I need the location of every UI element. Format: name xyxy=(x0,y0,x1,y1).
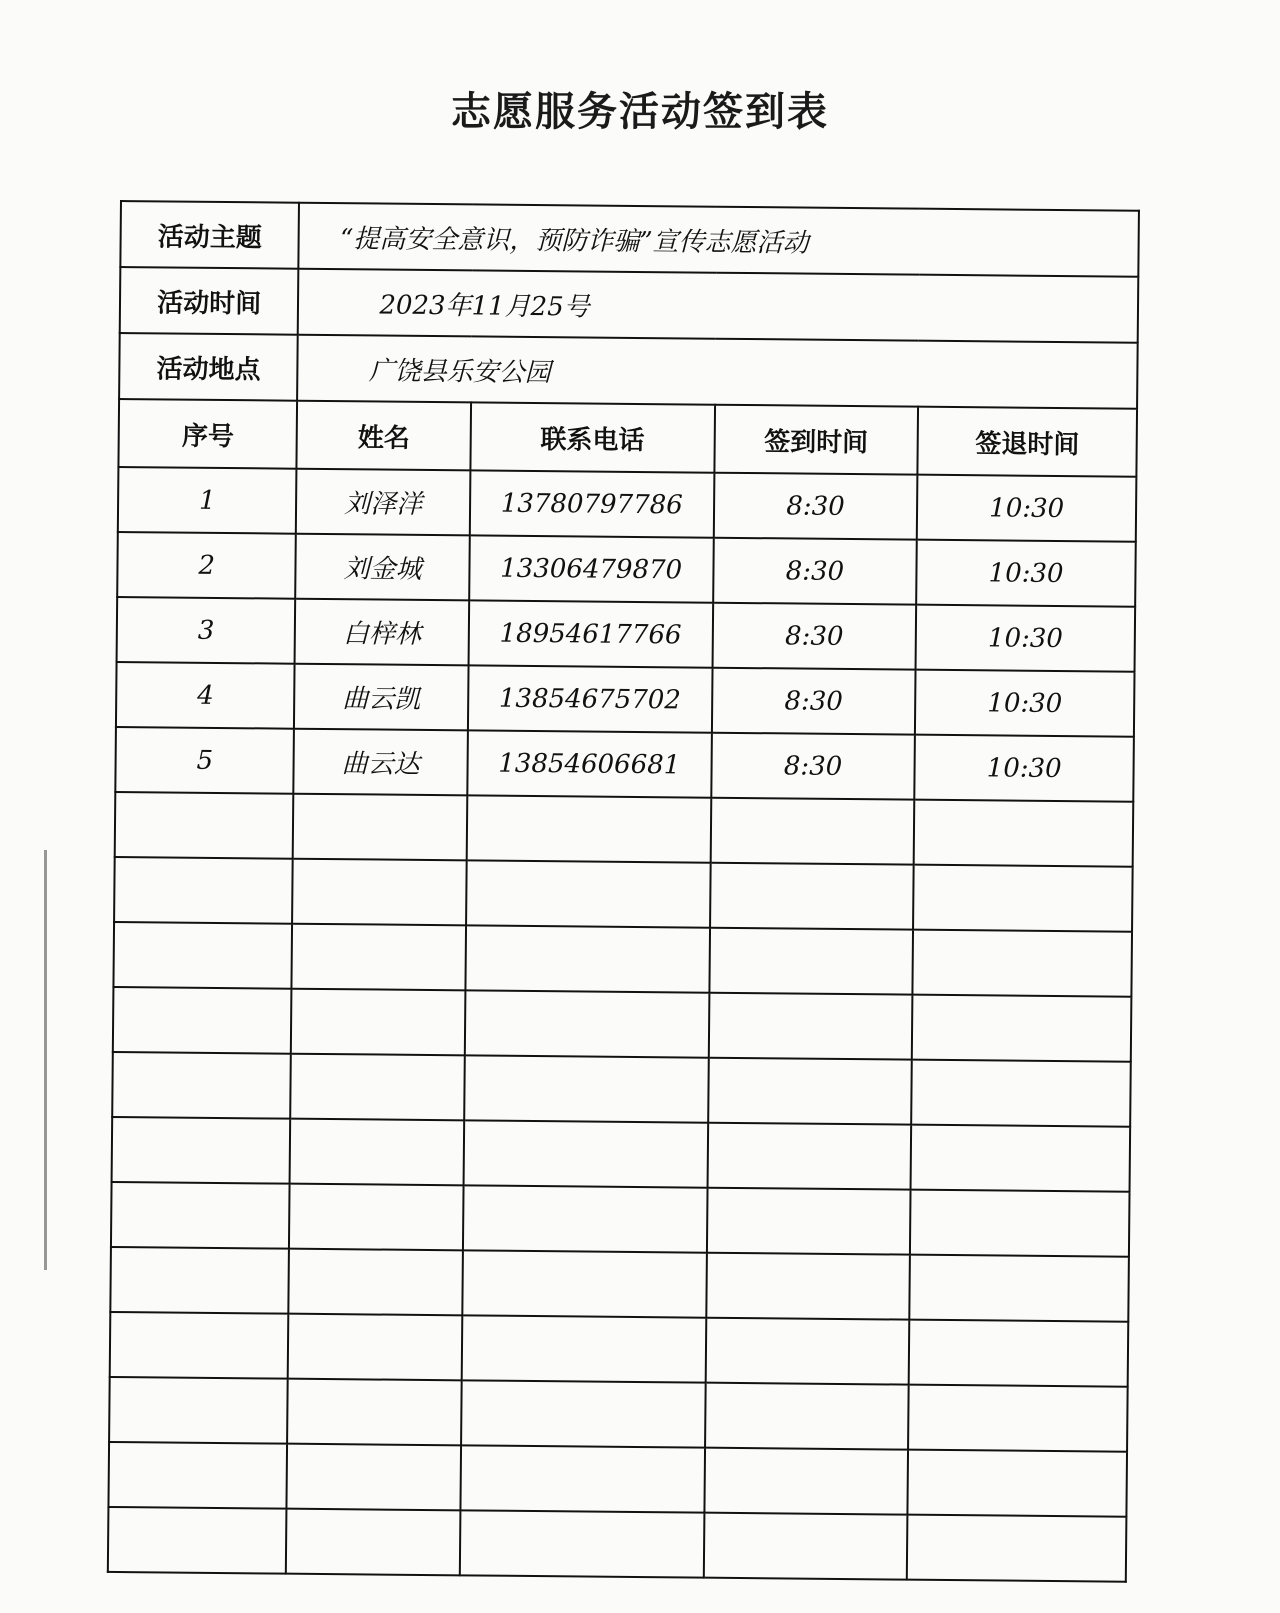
row-phone: 13854675702 xyxy=(468,665,713,732)
empty-row xyxy=(110,1247,1129,1322)
time-label: 活动时间 xyxy=(120,267,299,335)
row-phone: 13780797786 xyxy=(470,470,715,537)
empty-row xyxy=(113,922,1132,997)
row-name: 刘泽洋 xyxy=(296,469,470,536)
row-sign-in: 8:30 xyxy=(712,603,916,670)
row-phone: 13306479870 xyxy=(469,535,714,602)
place-row xyxy=(119,333,1138,409)
row-sign-in: 8:30 xyxy=(712,668,916,735)
place-value: 广饶县乐安公园 xyxy=(297,335,1137,409)
row-sign-in: 8:30 xyxy=(713,473,917,540)
table-row xyxy=(116,662,1135,737)
col-header-no: 序号 xyxy=(118,399,297,469)
empty-row xyxy=(114,857,1133,932)
place-label: 活动地点 xyxy=(119,333,298,401)
row-no: 3 xyxy=(117,597,296,664)
row-sign-out: 10:30 xyxy=(917,475,1136,542)
col-header-sign-in: 签到时间 xyxy=(714,405,918,475)
row-name: 曲云达 xyxy=(294,729,468,796)
col-header-name: 姓名 xyxy=(297,401,471,471)
page-title: 志愿服务活动签到表 xyxy=(451,89,829,135)
row-name: 曲云凯 xyxy=(294,664,468,731)
theme-row xyxy=(120,201,1139,277)
row-no: 5 xyxy=(115,727,294,794)
row-sign-in: 8:30 xyxy=(713,538,917,605)
empty-row xyxy=(109,1377,1128,1452)
empty-row xyxy=(108,1442,1127,1517)
column-header-row xyxy=(118,399,1137,477)
empty-row xyxy=(108,1507,1127,1582)
row-phone: 13854606681 xyxy=(467,730,712,797)
time-row xyxy=(120,267,1139,343)
empty-row xyxy=(111,1182,1130,1257)
row-sign-in: 8:30 xyxy=(711,733,915,800)
empty-row xyxy=(115,792,1134,867)
row-sign-out: 10:30 xyxy=(915,735,1134,802)
row-no: 1 xyxy=(118,467,297,534)
table-row xyxy=(115,727,1134,802)
theme-label: 活动主题 xyxy=(120,201,299,269)
empty-row xyxy=(110,1312,1129,1387)
sign-in-table xyxy=(107,200,1140,1583)
row-phone: 18954617766 xyxy=(468,600,713,667)
row-no: 2 xyxy=(117,532,296,599)
row-sign-out: 10:30 xyxy=(916,540,1135,607)
row-no: 4 xyxy=(116,662,295,729)
col-header-sign-out: 签退时间 xyxy=(918,407,1137,477)
table-row xyxy=(117,532,1136,607)
row-name: 白梓林 xyxy=(295,599,469,666)
table-row xyxy=(118,467,1137,542)
row-name: 刘金城 xyxy=(296,534,470,601)
time-value: 2023年11月25号 xyxy=(298,269,1138,343)
theme-value: “提高安全意识，预防诈骗”宣传志愿活动 xyxy=(299,203,1139,277)
row-sign-out: 10:30 xyxy=(915,670,1134,737)
row-sign-out: 10:30 xyxy=(916,605,1135,672)
empty-row xyxy=(112,1052,1131,1127)
empty-row xyxy=(113,987,1132,1062)
table-row xyxy=(117,597,1136,672)
empty-row xyxy=(112,1117,1131,1192)
col-header-phone: 联系电话 xyxy=(470,402,715,472)
scan-edge-shadow xyxy=(44,850,47,1270)
